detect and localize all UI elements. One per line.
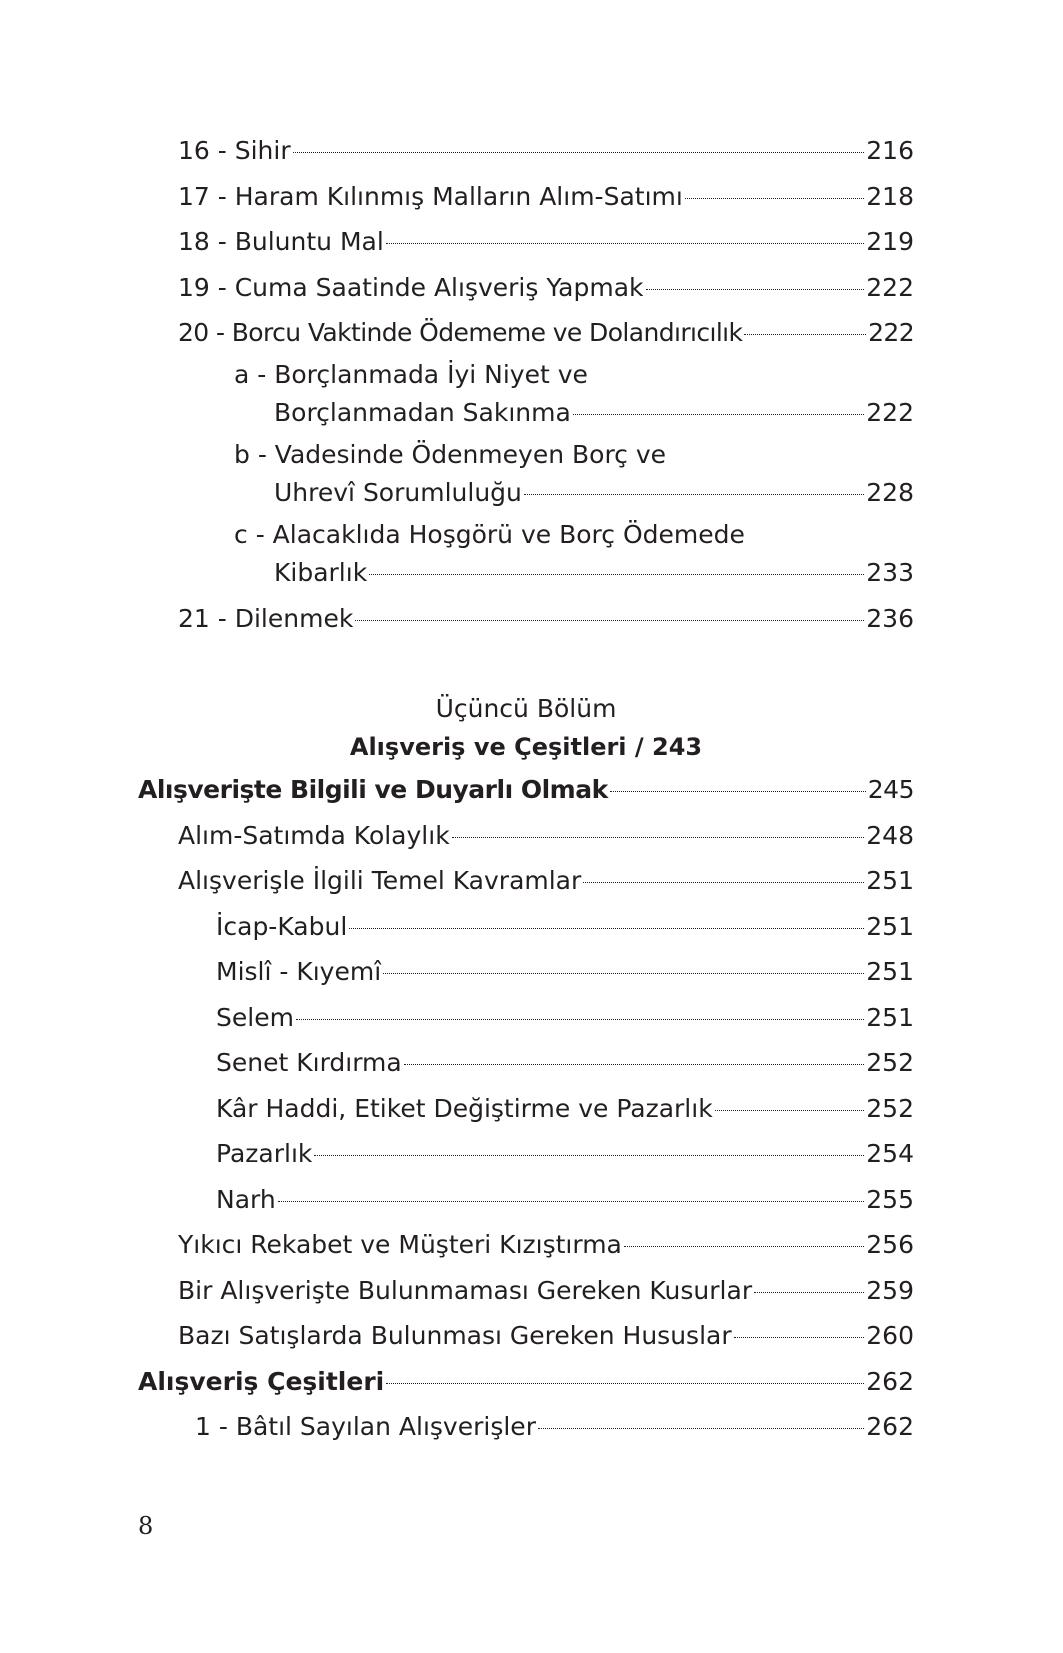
toc-entry[interactable] [138,904,914,950]
toc-entry-title: Selem [216,1002,294,1032]
toc-entry-title: 18 - Buluntu Mal [178,227,384,256]
toc-entry[interactable] [138,596,914,642]
dot-leader [278,1201,865,1202]
dot-leader [685,198,864,199]
toc-subentry-line2-row [234,474,914,516]
toc-entry[interactable] [138,813,914,859]
toc-entry[interactable] [138,310,914,356]
page-number: 8 [138,1512,154,1540]
toc-entry-page: 254 [866,1139,914,1168]
dot-leader [452,837,865,838]
dot-leader [754,1292,864,1293]
toc-entry-page: 262 [866,1366,914,1396]
toc-entry-page: 222 [866,397,914,427]
toc-entry[interactable] [138,128,914,174]
section-heading [138,691,914,767]
dot-leader [583,882,864,883]
dot-leader [404,1064,865,1065]
toc-entry-title: Yıkıcı Rekabet ve Müşteri Kızıştırma [178,1230,622,1259]
dot-leader [296,1019,864,1020]
toc-entry-page: 251 [866,911,914,941]
toc-entry[interactable] [138,174,914,220]
toc-entry-title: 16 - Sihir [178,136,291,165]
toc-entry[interactable] [138,858,914,904]
toc-entry-title: 21 - Dilenmek [178,603,354,633]
toc-entry[interactable] [138,265,914,311]
toc-entry-title: 19 - Cuma Saatinde Alışveriş Yapmak [178,272,644,302]
toc-entry-page: 218 [866,181,914,211]
toc-entry-page: 260 [866,1321,914,1350]
dot-leader [349,928,864,929]
chapter-label: Üçüncü Bölüm [435,694,617,723]
toc-entry-main[interactable] [138,1359,914,1405]
dot-leader [383,973,864,974]
toc-subentry-line1: c - Alacaklıda Hoşgörü ve Borç Ödemede [234,519,745,549]
toc-subentry[interactable] [138,516,914,596]
dot-leader [293,152,865,153]
dot-leader [734,1337,865,1338]
toc-subentry[interactable] [138,356,914,436]
toc-entry-page: 222 [866,272,914,302]
dot-leader [610,791,866,792]
toc-subentry-line2-row [234,554,914,596]
toc-entry-title: Alışverişte Bilgili ve Duyarlı Olmak [138,775,608,804]
toc-entry-page: 256 [866,1230,914,1259]
toc-entry[interactable] [138,1404,914,1450]
toc-entry-title: Pazarlık [216,1139,313,1168]
toc-entry[interactable] [138,995,914,1041]
dot-leader [573,414,864,415]
toc-entry-page: 216 [866,136,914,165]
toc-subentry-line2: Kibarlık [274,557,368,587]
toc-entry[interactable] [138,1040,914,1086]
toc-subentry-line2: Uhrevî Sorumluluğu [274,477,522,507]
dot-leader [524,494,864,495]
toc-entry-page: 228 [866,477,914,507]
toc-entry-title: Mislî - Kıyemî [216,957,382,986]
toc-subentry-line1: a - Borçlanmada İyi Niyet ve [234,359,588,389]
toc-entry-title: İcap-Kabul [216,911,348,941]
toc-entry-page: 262 [866,1412,914,1441]
toc-entry-main[interactable] [138,767,914,813]
toc-entry-page: 251 [866,957,914,986]
toc-entry-page: 248 [866,820,914,850]
dot-leader [314,1155,864,1156]
chapter-title: Alışveriş ve Çeşitleri / 243 [349,733,703,761]
toc-entry-title: Senet Kırdırma [216,1048,402,1077]
toc-entry-page: 255 [866,1184,914,1214]
dot-leader [744,334,866,335]
toc-entry-page: 233 [866,557,914,587]
toc-entry-title: Alışverişle İlgili Temel Kavramlar [178,866,582,895]
toc-entry-page: 222 [868,318,914,347]
toc-entry-page: 236 [866,603,914,633]
toc-entry-title: Alım-Satımda Kolaylık [178,820,450,850]
toc-entry-page: 245 [867,775,914,804]
toc-entry[interactable] [138,1086,914,1132]
toc-entry-page: 251 [866,1002,914,1032]
dot-leader [538,1428,864,1429]
table-of-contents [138,128,914,1450]
toc-entry-page: 251 [866,866,914,895]
toc-entry-title: Alışveriş Çeşitleri [138,1366,385,1396]
toc-subentry-line2: Borçlanmadan Sakınma [274,397,571,427]
dot-leader [355,620,864,621]
toc-entry-title: Bazı Satışlarda Bulunması Gereken Hususlar [178,1321,732,1350]
toc-entry[interactable] [138,1131,914,1177]
toc-entry-title: 1 - Bâtıl Sayılan Alışverişler [195,1412,536,1441]
toc-entry-page: 259 [866,1275,914,1305]
toc-entry[interactable] [138,1177,914,1223]
toc-entry-title: 17 - Haram Kılınmış Malların Alım-Satımı [178,181,683,211]
dot-leader [624,1246,864,1247]
toc-entry[interactable] [138,219,914,265]
toc-entry-title: Narh [216,1184,276,1214]
toc-entry-page: 252 [866,1093,914,1123]
toc-entry-title: Kâr Haddi, Etiket Değiştirme ve Pazarlık [216,1093,713,1123]
toc-entry-page: 252 [866,1048,914,1077]
toc-subentry-line2-row [234,394,914,436]
toc-subentry-line1: b - Vadesinde Ödenmeyen Borç ve [234,439,667,469]
toc-entry[interactable] [138,1268,914,1314]
toc-entry-title: 20 - Borcu Vaktinde Ödememe ve Dolandırıcılık [178,318,743,347]
toc-subentry[interactable] [138,436,914,516]
dot-leader [715,1110,865,1111]
toc-entry[interactable] [138,1222,914,1268]
toc-entry-page: 219 [866,227,914,256]
toc-entry-title: Bir Alışverişte Bulunmaması Gereken Kusurlar [178,1275,753,1305]
toc-entry[interactable] [138,1313,914,1359]
dot-leader [386,243,864,244]
dot-leader [369,574,864,575]
toc-entry[interactable] [138,949,914,995]
dot-leader [646,289,865,290]
dot-leader [386,1383,864,1384]
